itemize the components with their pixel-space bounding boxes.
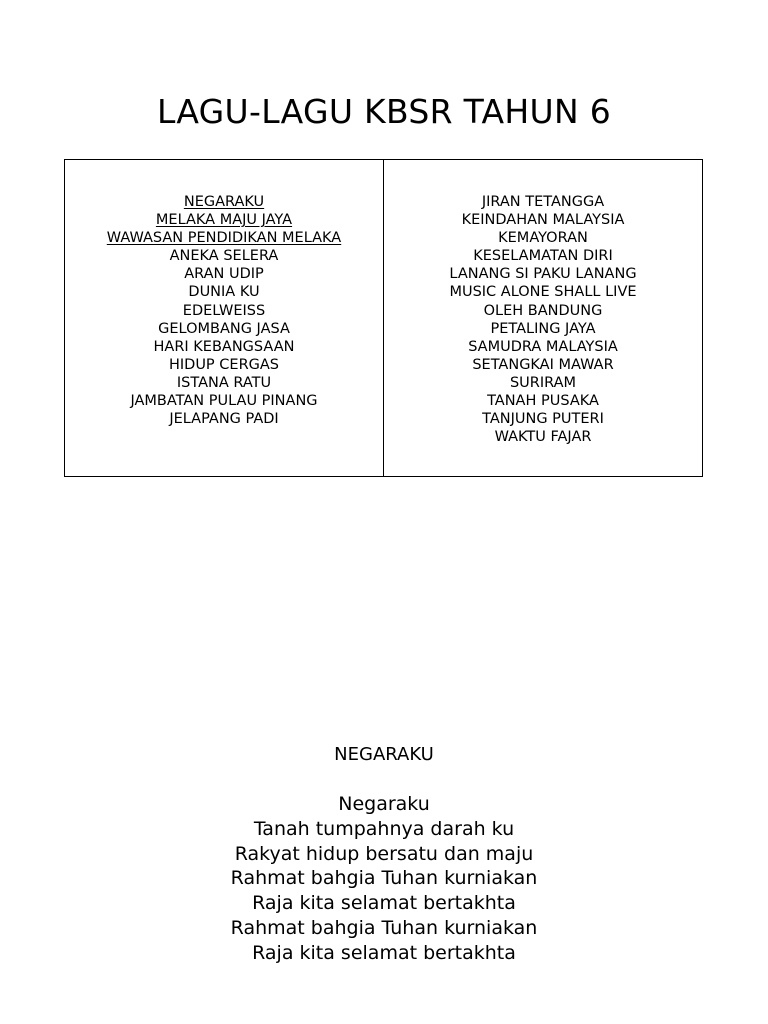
song-item: WAWASAN PENDIDIKAN MELAKA: [106, 230, 342, 247]
lyrics-line: Rakyat hidup bersatu dan maju: [234, 842, 534, 865]
song-item: HIDUP CERGAS: [168, 356, 280, 373]
lyrics-line: Negaraku: [338, 793, 430, 815]
song-list-right-column: [384, 160, 702, 476]
song-item: JELAPANG PADI: [169, 411, 279, 428]
song-item: MUSIC ALONE SHALL LIVE: [449, 284, 637, 301]
song-item: KEINDAHAN MALAYSIA: [461, 212, 625, 229]
lyrics-line: Tanah tumpahnya darah ku: [253, 817, 515, 840]
song-item: ANEKA SELERA: [169, 248, 279, 265]
song-item: WAKTU FAJAR: [494, 429, 592, 446]
song-item: EDELWEISS: [182, 302, 266, 319]
song-item: OLEH BANDUNG: [483, 302, 603, 319]
lyrics-section: [0, 743, 768, 966]
song-item: GELOMBANG JASA: [158, 320, 290, 337]
song-item: ISTANA RATU: [176, 374, 272, 391]
song-item: LANANG SI PAKU LANANG: [449, 266, 637, 283]
song-list-table: [64, 159, 703, 477]
lyrics-line: Rahmat bahgia Tuhan kurniakan: [230, 867, 538, 890]
song-item: KEMAYORAN: [498, 230, 588, 247]
page-title: LAGU-LAGU KBSR TAHUN 6: [156, 92, 612, 131]
song-item: TANAH PUSAKA: [487, 393, 599, 410]
lyrics-line: Raja kita selamat bertakhta: [252, 941, 516, 964]
song-item: HARI KEBANGSAAN: [153, 338, 295, 355]
song-item: PETALING JAYA: [490, 320, 596, 337]
lyrics-lines: [0, 792, 768, 966]
song-item: ARAN UDIP: [184, 266, 264, 283]
song-item: JIRAN TETANGGA: [481, 194, 605, 210]
song-list-left-column: [65, 160, 384, 476]
song-item: KESELAMATAN DIRI: [473, 248, 613, 265]
song-item: SAMUDRA MALAYSIA: [468, 338, 618, 355]
lyrics-line: Rahmat bahgia Tuhan kurniakan: [230, 916, 538, 939]
song-item: TANJUNG PUTERI: [482, 411, 604, 428]
lyrics-title: NEGARAKU: [334, 744, 434, 765]
song-item: DUNIA KU: [188, 284, 260, 301]
song-item: NEGARAKU: [183, 194, 265, 210]
song-item: JAMBATAN PULAU PINANG: [130, 393, 318, 410]
song-item: SURIRAM: [509, 374, 577, 391]
song-item: MELAKA MAJU JAYA: [155, 212, 293, 229]
song-item: SETANGKAI MAWAR: [472, 356, 614, 373]
lyrics-line: Raja kita selamat bertakhta: [252, 892, 516, 915]
